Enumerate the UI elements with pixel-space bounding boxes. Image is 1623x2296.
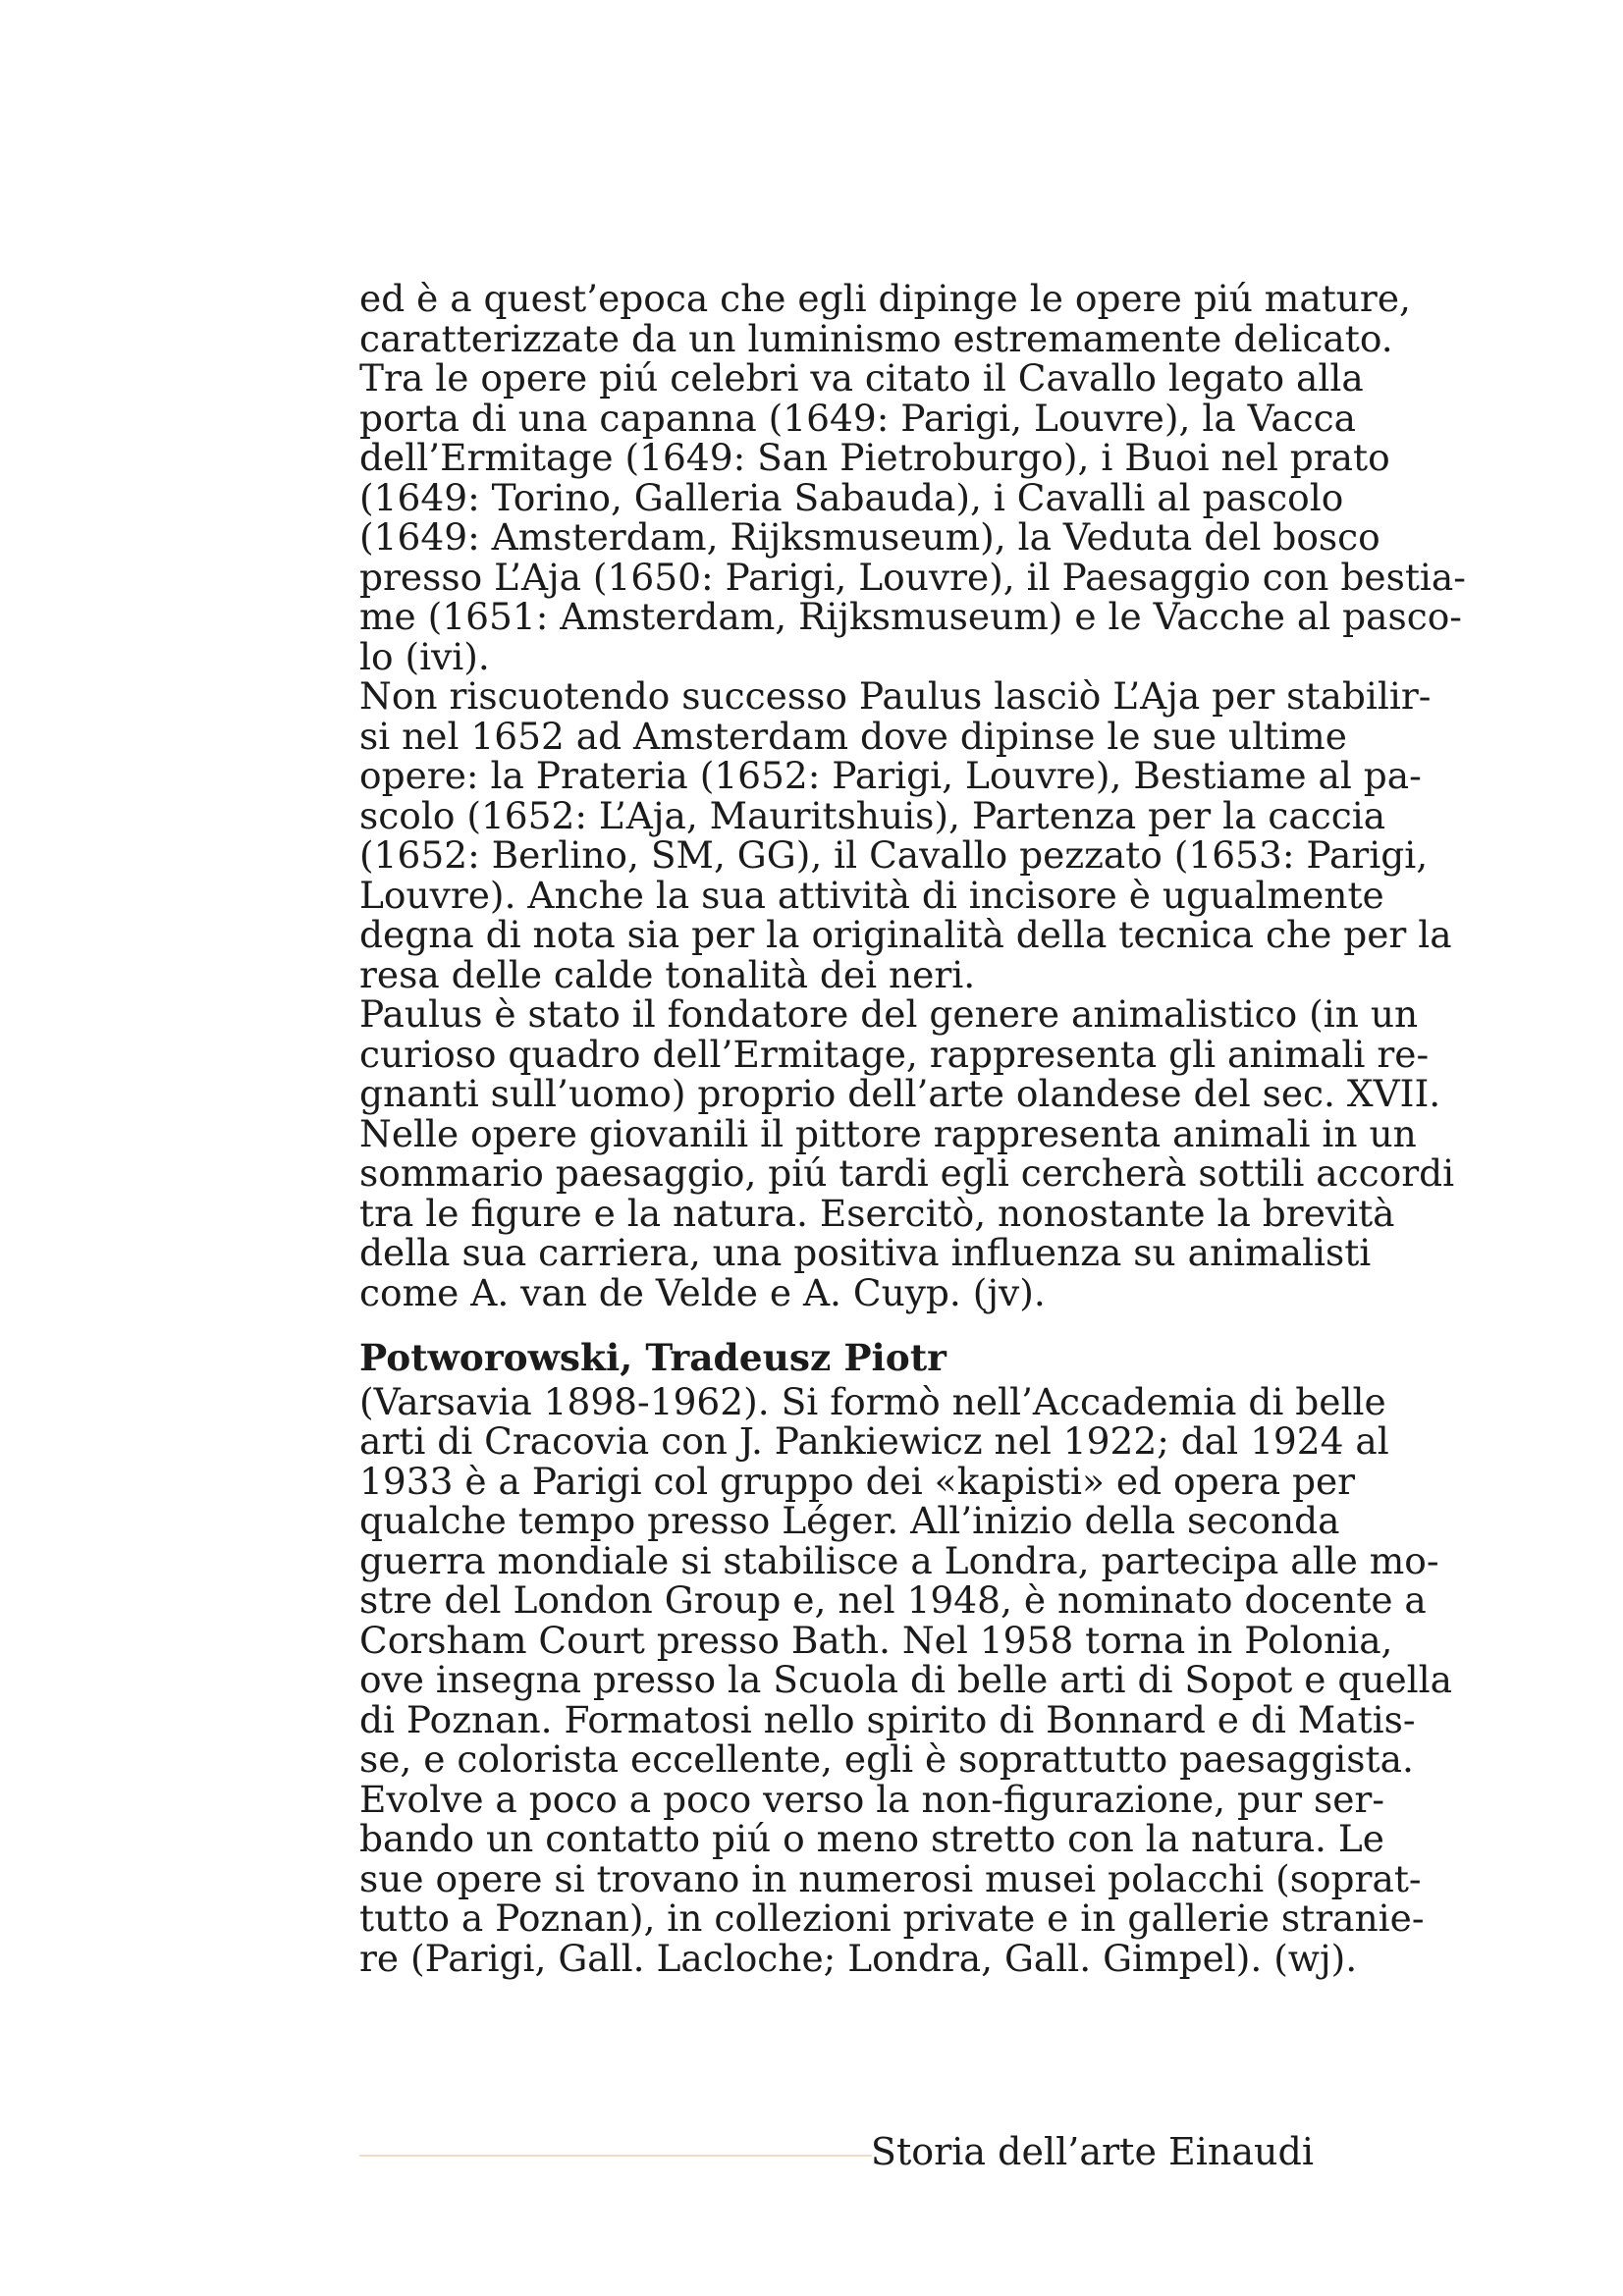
text-line: Nelle opere giovanili il pittore rappresenta animali in un bbox=[359, 1111, 1417, 1155]
text-line: lo (ivi). bbox=[359, 634, 490, 678]
text-line: degna di nota sia per la originalità della tecnica che per la bbox=[359, 913, 1452, 956]
text-line: tutto a Poznan), in collezioni private e in gallerie stranie- bbox=[359, 1896, 1425, 1940]
text-line: Paulus è stato il fondatore del genere animalistico (in un bbox=[359, 992, 1419, 1036]
text-line: (Varsavia 1898-1962). Si formò nell’Accademia di belle bbox=[359, 1379, 1386, 1423]
text-line: resa delle calde tonalità dei neri. bbox=[359, 952, 976, 996]
footer-rule bbox=[359, 2155, 872, 2157]
text-line: se, e colorista eccellente, egli è soprattutto paesaggista. bbox=[359, 1737, 1414, 1781]
text-line: sommario paesaggio, piú tardi egli cercherà sottili accordi bbox=[359, 1151, 1455, 1195]
text-line: guerra mondiale si stabilisce a Londra, partecipa alle mo- bbox=[359, 1538, 1439, 1582]
text-line: si nel 1652 ad Amsterdam dove dipinse le sue ultime bbox=[359, 714, 1347, 758]
article-column bbox=[359, 277, 1466, 1980]
text-line: di Poznan. Formatosi nello spirito di Bonnard e di Matis- bbox=[359, 1697, 1416, 1741]
text-line: Non riscuotendo successo Paulus lasciò L’Aja per stabilir- bbox=[359, 674, 1432, 718]
text-line: Evolve a poco a poco verso la non-figurazione, pur ser- bbox=[359, 1777, 1385, 1821]
text-line: Corsham Court presso Bath. Nel 1958 torna in Polonia, bbox=[359, 1618, 1393, 1662]
text-line: ed è a quest’epoca che egli dipinge le opere piú mature, bbox=[359, 277, 1411, 320]
text-line: (1652: Berlino, SM, GG), il Cavallo pezzato (1653: Parigi, bbox=[359, 833, 1429, 877]
text-line: re (Parigi, Gall. Lacloche; Londra, Gall. Gimpel). (wj). bbox=[359, 1936, 1358, 1980]
text-line: come A. van de Velde e A. Cuyp. (jv). bbox=[359, 1270, 1046, 1314]
text-line: scolo (1652: L’Aja, Mauritshuis), Partenza per la caccia bbox=[359, 793, 1386, 837]
text-line: tra le figure e la natura. Esercitò, nonostante la brevità bbox=[359, 1191, 1395, 1235]
text-line: Louvre). Anche la sua attività di incisore è ugualmente bbox=[359, 873, 1384, 917]
entry-heading: Potworowski, Tradeusz Piotr bbox=[359, 1336, 947, 1379]
text-line: bando un contatto piú o meno stretto con la natura. Le bbox=[359, 1817, 1384, 1860]
text-line: gnanti sull’uomo) proprio dell’arte olandese del sec. XVII. bbox=[359, 1072, 1441, 1115]
text-line: della sua carriera, una positiva influenza su animalisti bbox=[359, 1231, 1372, 1274]
entry-paulus-continued bbox=[359, 277, 1466, 1314]
text-line: opere: la Prateria (1652: Parigi, Louvre), Bestiame al pa- bbox=[359, 754, 1422, 797]
text-line: 1933 è a Parigi col gruppo dei «kapisti» ed opera per bbox=[359, 1459, 1356, 1503]
text-line: stre del London Group e, nel 1948, è nominato docente a bbox=[359, 1578, 1427, 1622]
text-line: presso L’Aja (1650: Parigi, Louvre), il Paesaggio con bestia- bbox=[359, 555, 1466, 599]
text-line: Tra le opere piú celebri va citato il Cavallo legato alla bbox=[359, 356, 1364, 400]
text-line: (1649: Amsterdam, Rijksmuseum), la Veduta del bosco bbox=[359, 515, 1380, 559]
text-line: qualche tempo presso Léger. All’inizio della seconda bbox=[359, 1499, 1340, 1542]
text-line: (1649: Torino, Galleria Sabauda), i Cavalli al pascolo bbox=[359, 475, 1344, 519]
text-line: porta di una capanna (1649: Parigi, Louvre), la Vacca bbox=[359, 396, 1356, 440]
text-line: arti di Cracovia con J. Pankiewicz nel 1922; dal 1924 al bbox=[359, 1419, 1389, 1463]
text-line: sue opere si trovano in numerosi musei polacchi (soprat- bbox=[359, 1856, 1422, 1900]
text-line: curioso quadro dell’Ermitage, rappresenta gli animali re- bbox=[359, 1032, 1430, 1076]
text-line: ove insegna presso la Scuola di belle arti di Sopot e quella bbox=[359, 1658, 1453, 1701]
text-line: me (1651: Amsterdam, Rijksmuseum) e le Vacche al pasco- bbox=[359, 595, 1462, 638]
footer-title: Storia dell’arte Einaudi bbox=[870, 2130, 1314, 2173]
entry-potworowski bbox=[359, 1379, 1453, 1980]
text-line: dell’Ermitage (1649: San Pietroburgo), i Buoi nel prato bbox=[359, 436, 1390, 479]
text-line: caratterizzate da un luminismo estremamente delicato. bbox=[359, 316, 1393, 360]
